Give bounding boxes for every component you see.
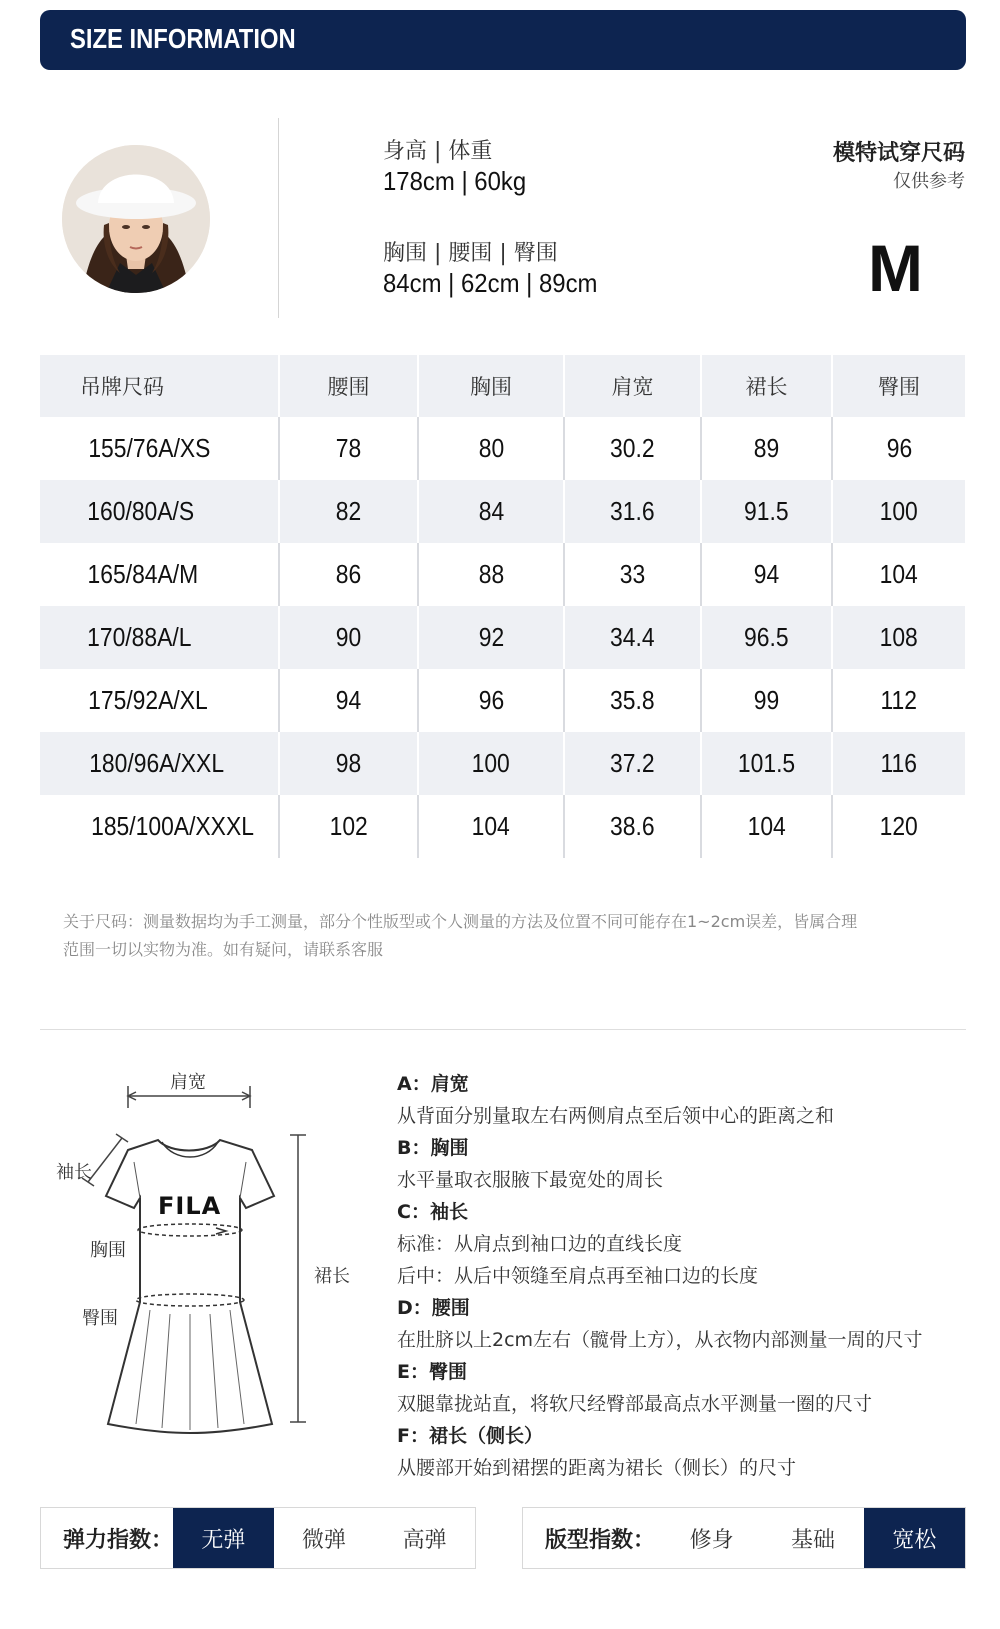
table-cell-text: 120: [879, 811, 919, 841]
table-row: [40, 795, 965, 858]
definition-text: 标准：从肩点到袖口边的直线长度: [397, 1233, 683, 1255]
table-cell: [278, 795, 417, 858]
table-cell: [417, 732, 563, 795]
table-cell-text: 104: [747, 811, 786, 841]
table-row: [40, 417, 965, 480]
table-cell: [831, 543, 965, 606]
table-cell-text: 30.2: [610, 433, 655, 463]
table-cell-text: 78: [335, 433, 362, 463]
table-cell: [278, 417, 417, 480]
diagram-label-hip: 臀围: [82, 1308, 118, 1329]
table-cell: [40, 606, 278, 669]
table-cell: [40, 543, 278, 606]
diagram-label-sleeve: 袖长: [56, 1162, 92, 1183]
table-cell: [700, 732, 831, 795]
table-cell-text: 101.5: [737, 748, 796, 778]
table-cell-text: 102: [329, 811, 368, 841]
definition-text: 从背面分别量取左右两侧肩点至后领中心的距离之和: [397, 1105, 835, 1127]
table-row: [40, 732, 965, 795]
table-cell: [831, 669, 965, 732]
table-cell-text: 33: [619, 559, 646, 589]
fit-option-loose: 宽松: [864, 1508, 965, 1568]
diagram-label-length: 裙长: [314, 1266, 350, 1287]
table-cell: [563, 417, 700, 480]
table-cell-text: 94: [753, 559, 780, 589]
elasticity-option-none: 无弹: [173, 1508, 274, 1568]
table-cell: [40, 732, 278, 795]
table-cell: [831, 480, 965, 543]
section-divider: [40, 1029, 966, 1030]
table-header-cell: 肩宽: [563, 355, 700, 417]
table-cell: [831, 417, 965, 480]
table-header-cell: 吊牌尺码: [80, 375, 164, 399]
table-cell-text: 104: [879, 559, 919, 589]
height-weight-label: 身高 | 体重: [383, 139, 493, 164]
page-title: SIZE INFORMATION: [70, 23, 296, 54]
table-cell-text: 116: [880, 748, 918, 778]
elasticity-option-slight: 微弹: [302, 1527, 347, 1553]
table-cell-text: 37.2: [610, 748, 655, 778]
table-cell: [278, 732, 417, 795]
table-cell-text: 86: [335, 559, 362, 589]
trial-size-subtitle: 仅供参考: [893, 171, 965, 192]
table-cell: [417, 543, 563, 606]
trial-size-title: 模特试穿尺码: [832, 141, 965, 166]
table-cell: [417, 480, 563, 543]
table-header-cell: 臀围: [831, 355, 965, 417]
table-cell-text: 165/84A/M: [87, 559, 199, 589]
header-bar: [40, 10, 966, 70]
definition-title: E：臀围: [397, 1361, 467, 1383]
model-divider: [278, 118, 279, 318]
table-header-row: [40, 355, 965, 417]
bwh-label: 胸围 | 腰围 | 臀围: [383, 241, 558, 266]
note-line: 关于尺码：测量数据均为手工测量，部分个性版型或个人测量的方法及位置不同可能存在1~2cm误差，皆属合理: [63, 912, 858, 931]
table-cell-text: 108: [879, 622, 919, 652]
dress-diagram: [40, 1070, 380, 1470]
definition-title: D：腰围: [397, 1297, 470, 1319]
table-cell-text: 34.4: [610, 622, 655, 652]
table-cell-text: 88: [478, 559, 504, 589]
table-cell-text: 84: [478, 496, 504, 526]
table-row: [40, 669, 965, 732]
table-cell: [417, 795, 563, 858]
table-cell-text: 92: [478, 622, 504, 652]
table-cell: [417, 417, 563, 480]
fit-title: 版型指数：: [545, 1527, 656, 1553]
table-header-cell: 腰围: [278, 355, 417, 417]
table-cell-text: 100: [471, 748, 511, 778]
model-avatar: [62, 145, 210, 293]
table-cell: [563, 732, 700, 795]
table-cell: [831, 606, 965, 669]
table-cell-text: 112: [880, 685, 918, 715]
definition-title: B：胸围: [397, 1137, 469, 1159]
table-cell-text: 160/80A/S: [87, 496, 195, 526]
table-cell-text: 104: [471, 811, 511, 841]
table-cell-text: 91.5: [744, 496, 789, 526]
trial-size-value: M: [868, 231, 923, 305]
table-cell: [278, 480, 417, 543]
table-cell-text: 155/76A/XS: [88, 433, 211, 463]
table-cell-text: 94: [335, 685, 362, 715]
table-cell: [40, 669, 278, 732]
table-cell-text: 38.6: [610, 811, 655, 841]
fit-option-regular: 基础: [790, 1527, 835, 1553]
definition-title: F：裙长（侧长）: [397, 1425, 543, 1447]
table-cell-text: 96.5: [744, 622, 789, 652]
table-cell: [700, 669, 831, 732]
measurement-definitions: [397, 1068, 977, 1484]
note-line: 范围一切以实物为准。如有疑问，请联系客服: [63, 940, 384, 959]
table-cell: [278, 606, 417, 669]
table-row: [40, 543, 965, 606]
table-cell: [563, 543, 700, 606]
fit-scale: [522, 1507, 966, 1569]
elasticity-scale: [40, 1507, 476, 1569]
table-cell-text: 80: [478, 433, 504, 463]
table-cell-text: 35.8: [610, 685, 655, 715]
table-cell: [831, 732, 965, 795]
table-row: [40, 606, 965, 669]
definition-text: 水平量取衣服腋下最宽处的周长: [397, 1169, 664, 1191]
definition-title: C：袖长: [397, 1201, 468, 1223]
table-cell: [417, 669, 563, 732]
table-cell: [700, 480, 831, 543]
table-row: [40, 480, 965, 543]
diagram-label-chest: 胸围: [90, 1240, 126, 1261]
table-cell-text: 99: [753, 685, 780, 715]
table-cell: [40, 480, 278, 543]
definition-text: 从腰部开始到裙摆的距离为裙长（侧长）的尺寸: [397, 1457, 797, 1479]
table-cell-text: 98: [335, 748, 362, 778]
table-header-cell: 胸围: [417, 355, 563, 417]
table-cell: [700, 795, 831, 858]
diagram-label-shoulder: 肩宽: [170, 1072, 206, 1093]
table-cell-text: 170/88A/L: [87, 622, 192, 652]
table-cell: [700, 417, 831, 480]
definition-text: 后中：从后中领缝至肩点再至袖口边的长度: [397, 1265, 759, 1287]
table-cell-text: 82: [335, 496, 362, 526]
table-cell-text: 96: [886, 433, 912, 463]
height-weight-value: 178cm | 60kg: [383, 166, 527, 196]
table-cell: [700, 606, 831, 669]
table-cell-text: 31.6: [610, 496, 655, 526]
measurement-note: [63, 908, 958, 964]
table-header-cell: 裙长: [700, 355, 831, 417]
table-cell-text: 89: [753, 433, 780, 463]
table-cell: [563, 606, 700, 669]
table-cell: [563, 669, 700, 732]
table-cell-text: 90: [335, 622, 362, 652]
size-table: [40, 355, 965, 858]
table-cell: [40, 795, 278, 858]
table-cell-text: 175/92A/XL: [88, 685, 208, 715]
table-cell-text: 96: [478, 685, 504, 715]
bwh-value: 84cm | 62cm | 89cm: [383, 268, 598, 298]
fila-logo: FILA: [158, 1192, 222, 1220]
table-cell: [563, 795, 700, 858]
definition-text: 双腿靠拢站直，将软尺经臀部最高点水平测量一圈的尺寸: [397, 1393, 873, 1415]
fit-option-slim: 修身: [689, 1527, 734, 1553]
table-cell: [278, 669, 417, 732]
table-cell: [831, 795, 965, 858]
table-cell: [278, 543, 417, 606]
table-cell: [563, 480, 700, 543]
table-cell-text: 100: [879, 496, 919, 526]
table-cell: [700, 543, 831, 606]
table-cell: [417, 606, 563, 669]
table-cell: [40, 417, 278, 480]
definition-title: A：肩宽: [397, 1073, 469, 1095]
elasticity-option-high: 高弹: [402, 1527, 447, 1553]
definition-text: 在肚脐以上2cm左右（髋骨上方），从衣物内部测量一周的尺寸: [397, 1329, 923, 1351]
elasticity-title: 弹力指数：: [63, 1527, 174, 1553]
table-cell-text: 180/96A/XXL: [89, 748, 225, 778]
table-cell-text: 185/100A/XXXL: [91, 811, 254, 841]
